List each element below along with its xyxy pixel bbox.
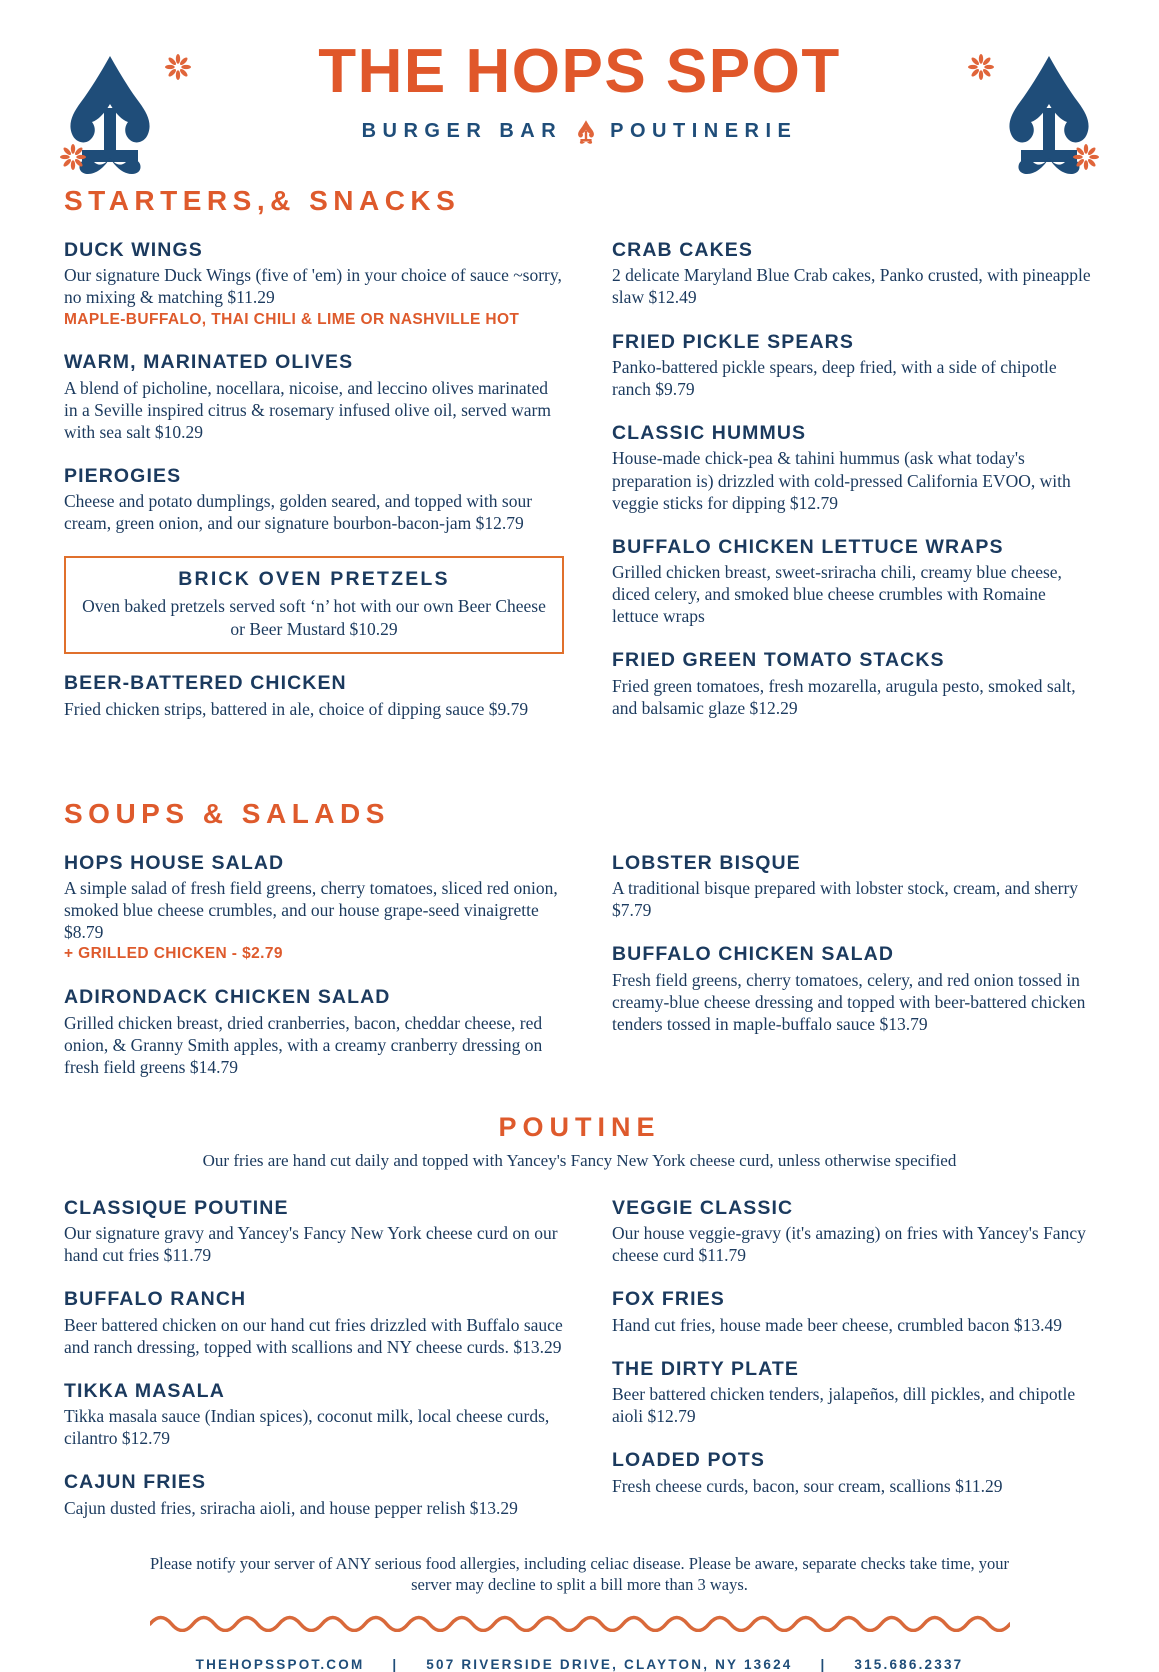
menu-item-name: BUFFALO CHICKEN SALAD bbox=[612, 943, 895, 966]
star-ornament-icon bbox=[968, 54, 994, 80]
menu-item-name: FRIED PICKLE SPEARS bbox=[612, 330, 854, 353]
column-left bbox=[64, 239, 564, 720]
menu-item-description: Fried chicken strips, battered in ale, choice of dipping sauce $9.79 bbox=[64, 698, 529, 719]
footer-address: 507 RIVERSIDE DRIVE, CLAYTON, NY 13624 bbox=[426, 1656, 793, 1672]
menu-item-name: BEER-BATTERED CHICKEN bbox=[64, 672, 347, 695]
menu-item-description: Beer battered chicken on our hand cut fries drizzled with Buffalo sauce and ranch dressing, topped with scallions and NY cheese curds. $13.29 bbox=[64, 1314, 563, 1357]
menu-item-description: Grilled chicken breast, dried cranberries, bacon, cheddar cheese, red onion, & Granny Smith apples, with a creamy cranberry dressing on fresh field greens $14.79 bbox=[64, 1012, 543, 1077]
menu-item-name: BRICK OVEN PRETZELS bbox=[178, 568, 450, 591]
menu-item-name: BUFFALO RANCH bbox=[64, 1288, 247, 1311]
section-poutine bbox=[64, 1112, 1095, 1519]
column-left bbox=[64, 1197, 564, 1519]
section-columns bbox=[64, 239, 1095, 720]
section-soups-salads bbox=[64, 798, 1095, 1078]
header-ornament-left bbox=[58, 50, 193, 180]
menu-item-name: CLASSIC HUMMUS bbox=[612, 422, 807, 445]
menu-item-description: A simple salad of fresh field greens, cherry tomatoes, sliced red onion, smoked blue cheese crumbles, and our house grape-seed vinaigrette $8.79 bbox=[64, 878, 558, 943]
menu-item-description: Tikka masala sauce (Indian spices), coconut milk, local cheese curds, cilantro $12.79 bbox=[64, 1406, 550, 1449]
menu-item-name: WARM, MARINATED OLIVES bbox=[64, 351, 354, 374]
star-ornament-icon bbox=[165, 54, 191, 80]
menu-item-description: Panko-battered pickle spears, deep fried, with a side of chipotle ranch $9.79 bbox=[612, 356, 1057, 399]
section-title: STARTERS,& SNACKS bbox=[64, 185, 461, 216]
fleur-de-lis-icon bbox=[576, 119, 596, 145]
footer-contact-bar bbox=[64, 1657, 1095, 1672]
footer-separator: | bbox=[820, 1656, 827, 1672]
menu-item-description: Cajun dusted fries, sriracha aioli, and house pepper relish $13.29 bbox=[64, 1497, 518, 1518]
menu-item bbox=[64, 852, 564, 964]
header-ornament-right bbox=[966, 50, 1101, 180]
menu-item bbox=[612, 1358, 1092, 1428]
footer-phone[interactable]: 315.686.2337 bbox=[854, 1656, 964, 1672]
menu-item bbox=[612, 852, 1092, 922]
menu-item-name: LOADED POTS bbox=[612, 1449, 765, 1472]
menu-item bbox=[612, 1288, 1092, 1335]
section-columns bbox=[64, 1197, 1095, 1519]
restaurant-name: THE HOPS SPOT bbox=[318, 36, 841, 106]
column-right bbox=[612, 1197, 1092, 1519]
menu-item-name: ADIRONDACK CHICKEN SALAD bbox=[64, 986, 391, 1009]
menu-item-description: Fresh field greens, cherry tomatoes, celery, and red onion tossed in creamy-blue cheese dressing and topped with beer-battered chicken tenders tossed in maple-buffalo sauce $13.79 bbox=[612, 969, 1086, 1034]
column-right bbox=[612, 239, 1092, 720]
menu-item bbox=[64, 1471, 564, 1518]
allergy-disclaimer: Please notify your server of ANY serious food allergies, including celiac disease. Please be aware, separate checks take time, your server may decline to split a bill more than 3 ways. bbox=[149, 1553, 1010, 1595]
menu-item bbox=[612, 331, 1092, 401]
menu-item-name: FOX FRIES bbox=[612, 1288, 725, 1311]
menu-item-description: Our signature Duck Wings (five of 'em) in your choice of sauce ~sorry, no mixing & matching $11.29 bbox=[64, 265, 562, 308]
menu-item bbox=[612, 536, 1092, 628]
menu-item bbox=[64, 1288, 564, 1358]
menu-item bbox=[64, 465, 564, 535]
menu-item bbox=[612, 649, 1092, 719]
menu-item-name: VEGGIE CLASSIC bbox=[612, 1196, 794, 1219]
menu-item-name: THE DIRTY PLATE bbox=[612, 1357, 799, 1380]
menu-item-name: HOPS HOUSE SALAD bbox=[64, 851, 285, 874]
menu-item-description: Grilled chicken breast, sweet-sriracha chili, creamy blue cheese, diced celery, and smoked blue cheese crumbles with Romaine lettuce wraps bbox=[612, 562, 1062, 627]
section-spacer bbox=[64, 754, 1095, 798]
menu-item-name: CAJUN FRIES bbox=[64, 1471, 207, 1494]
menu-item bbox=[64, 986, 564, 1078]
menu-item-name: TIKKA MASALA bbox=[64, 1379, 225, 1402]
menu-item-description: Our signature gravy and Yancey's Fancy New York cheese curd on our hand cut fries $11.79 bbox=[64, 1223, 558, 1266]
menu-item bbox=[612, 239, 1092, 309]
tagline-burger-bar: BURGER BAR bbox=[361, 120, 563, 142]
menu-item-tag: + GRILLED CHICKEN - $2.79 bbox=[64, 945, 283, 963]
menu-body bbox=[0, 185, 1159, 1672]
menu-item bbox=[612, 1449, 1092, 1496]
menu-item-name: LOBSTER BISQUE bbox=[612, 851, 801, 874]
menu-item bbox=[64, 1380, 564, 1450]
menu-item-description: House-made chick-pea & tahini hummus (ask what today's preparation is) drizzled with cold-pressed California EVOO, with veggie sticks for dipping $12.79 bbox=[612, 448, 1071, 513]
menu-item bbox=[64, 351, 564, 443]
menu-item bbox=[64, 1197, 564, 1267]
tagline-poutinerie: POUTINERIE bbox=[610, 120, 798, 142]
section-note: Our fries are hand cut daily and topped with Yancey's Fancy New York cheese curd, unless otherwise specified bbox=[202, 1150, 957, 1170]
section-title: POUTINE bbox=[498, 1111, 661, 1142]
wave-divider bbox=[64, 1610, 1095, 1637]
menu-item-featured bbox=[64, 556, 564, 654]
brand-tagline bbox=[318, 119, 840, 145]
menu-item-name: CRAB CAKES bbox=[612, 239, 754, 261]
section-columns bbox=[64, 852, 1095, 1078]
menu-item-description: Cheese and potato dumplings, golden seared, and topped with sour cream, green onion, and our signature bourbon-bacon-jam $12.79 bbox=[64, 491, 533, 534]
menu-item-description: Beer battered chicken tenders, jalapeños, dill pickles, and chipotle aioli $12.79 bbox=[612, 1384, 1076, 1427]
menu-item bbox=[64, 672, 564, 719]
menu-item bbox=[612, 422, 1092, 514]
menu-item bbox=[64, 239, 564, 329]
menu-item-name: DUCK WINGS bbox=[64, 239, 203, 261]
column-right bbox=[612, 852, 1092, 1078]
menu-item-description: 2 delicate Maryland Blue Crab cakes, Panko crusted, with pineapple slaw $12.49 bbox=[612, 265, 1091, 308]
menu-item-name: FRIED GREEN TOMATO STACKS bbox=[612, 649, 945, 672]
brand-block bbox=[318, 36, 841, 145]
column-left bbox=[64, 852, 564, 1078]
menu-item-description: Our house veggie-gravy (it's amazing) on fries with Yancey's Fancy cheese curd $11.79 bbox=[612, 1223, 1086, 1266]
wavy-line-icon bbox=[150, 1610, 1010, 1632]
menu-item-tag: MAPLE-BUFFALO, THAI CHILI & LIME OR NASHVILLE HOT bbox=[64, 310, 520, 328]
menu-item-name: CLASSIQUE POUTINE bbox=[64, 1196, 289, 1219]
footer-separator: | bbox=[392, 1656, 399, 1672]
menu-item-description: Oven baked pretzels served soft ‘n’ hot with our own Beer Cheese or Beer Mustard $10.29 bbox=[82, 595, 546, 639]
menu-item-description: Fresh cheese curds, bacon, sour cream, scallions $11.29 bbox=[612, 1475, 1003, 1496]
menu-header bbox=[0, 0, 1159, 185]
section-starters bbox=[64, 185, 1095, 720]
menu-item-description: Fried green tomatoes, fresh mozarella, arugula pesto, smoked salt, and balsamic glaze $12.29 bbox=[612, 675, 1076, 718]
menu-item-description: A blend of picholine, nocellara, nicoise, and leccino olives marinated in a Seville inspired citrus & rosemary infused olive oil, served warm with sea salt $10.29 bbox=[64, 377, 551, 442]
menu-item-name: PIEROGIES bbox=[64, 464, 182, 487]
menu-item bbox=[612, 943, 1092, 1035]
star-ornament-icon bbox=[60, 144, 86, 170]
menu-item-description: Hand cut fries, house made beer cheese, crumbled bacon $13.49 bbox=[612, 1314, 1062, 1335]
menu-item bbox=[612, 1197, 1092, 1267]
menu-item-name: BUFFALO CHICKEN LETTUCE WRAPS bbox=[612, 535, 1004, 558]
star-ornament-icon bbox=[1073, 144, 1099, 170]
section-title: SOUPS & SALADS bbox=[64, 797, 390, 829]
footer-website[interactable]: THEHOPSSPOT.COM bbox=[195, 1656, 365, 1672]
menu-item-description: A traditional bisque prepared with lobster stock, cream, and sherry $7.79 bbox=[612, 878, 1079, 921]
